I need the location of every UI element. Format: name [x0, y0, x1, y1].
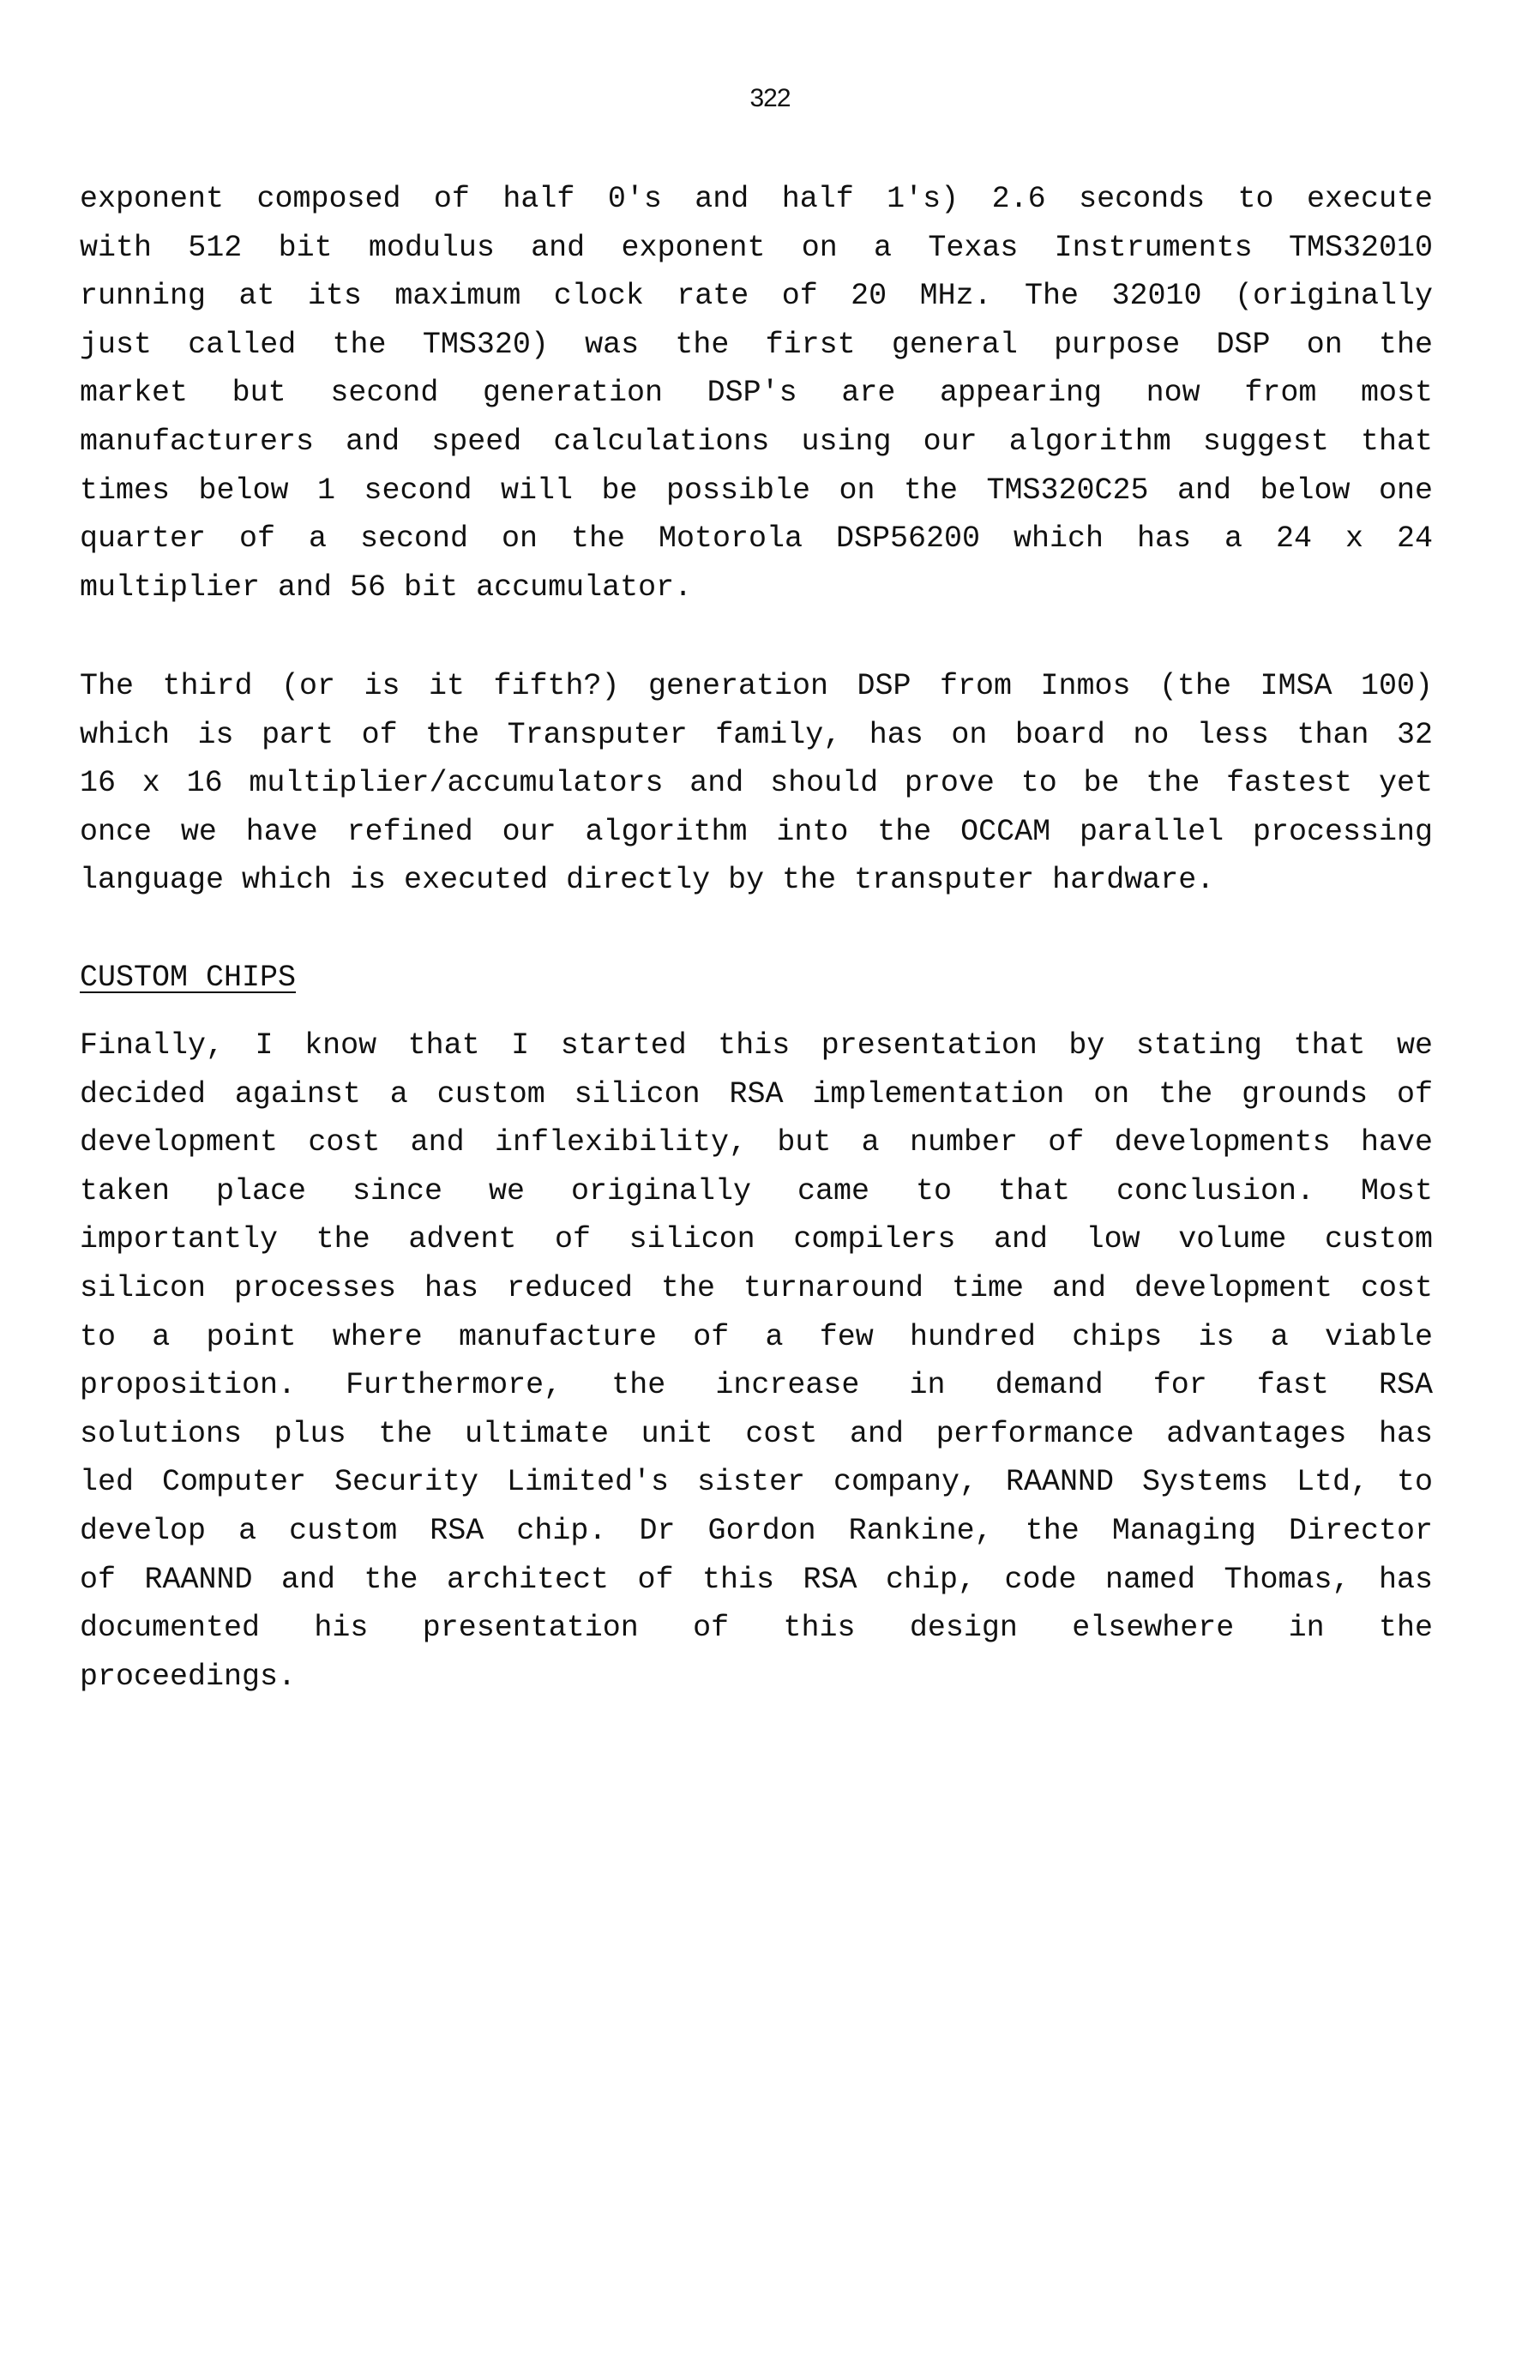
text-line: development cost and inflexibility, but a number of developments have — [80, 1125, 1433, 1160]
text-line: exponent composed of half 0's and half 1's) 2.6 seconds to execute — [80, 182, 1433, 216]
text-line: decided against a custom silicon RSA implementation on the grounds of — [80, 1076, 1433, 1112]
text-line: manufacturers and speed calculations using our algorithm suggest that — [80, 424, 1433, 459]
text-line: taken place since we originally came to that conclusion. Most — [80, 1173, 1433, 1208]
section-heading: CUSTOM CHIPS — [80, 961, 297, 995]
text-line: market but second generation DSP's are appearing now from most — [80, 376, 1433, 411]
text-line: times below 1 second will be possible on the TMS320C25 and below one — [80, 473, 1433, 508]
text-line: to a point where manufacture of a few hundred chips is a viable — [80, 1319, 1433, 1354]
text-line: proposition. Furthermore, the increase in demand for fast RSA — [80, 1368, 1433, 1403]
text-line: once we have refined our algorithm into the OCCAM parallel processing — [80, 814, 1433, 849]
text-line: importantly the advent of silicon compilers and low volume custom — [80, 1222, 1433, 1257]
text-line: language which is executed directly by the transputer hardware. — [80, 863, 1215, 898]
text-line: quarter of a second on the Motorola DSP56200 which has a 24 x 24 — [80, 521, 1433, 557]
text-line: proceedings. — [80, 1659, 297, 1694]
text-line: with 512 bit modulus and exponent on a Texas Instruments TMS32010 — [80, 230, 1433, 265]
paragraph-custom-chips — [80, 1021, 1433, 1701]
page-number: 322 — [749, 84, 791, 112]
text-line: documented his presentation of this design elsewhere in the — [80, 1611, 1433, 1646]
text-line: silicon processes has reduced the turnaround time and development cost — [80, 1270, 1433, 1305]
text-line: multiplier and 56 bit accumulator. — [80, 569, 693, 605]
text-line: Finally, I know that I started this presentation by stating that we — [80, 1028, 1433, 1063]
text-line: 16 x 16 multiplier/accumulators and should prove to be the fastest yet — [80, 766, 1433, 801]
paragraph-transputer — [80, 662, 1433, 905]
text-line: just called the TMS320) was the first general purpose DSP on the — [80, 327, 1433, 362]
text-line: running at its maximum clock rate of 20 MHz. The 32010 (originally — [80, 279, 1433, 314]
text-line: of RAANND and the architect of this RSA chip, code named Thomas, has — [80, 1562, 1433, 1597]
text-line: The third (or is it fifth?) generation DSP from Inmos (the IMSA 100) — [80, 669, 1433, 703]
text-line: develop a custom RSA chip. Dr Gordon Rankine, the Managing Director — [80, 1513, 1433, 1548]
paragraph-dsp-timings — [80, 175, 1433, 612]
text-line: solutions plus the ultimate unit cost and performance advantages has — [80, 1416, 1433, 1451]
text-line: led Computer Security Limited's sister company, RAANND Systems Ltd, to — [80, 1465, 1433, 1500]
text-line: which is part of the Transputer family, has on board no less than 32 — [80, 717, 1433, 752]
